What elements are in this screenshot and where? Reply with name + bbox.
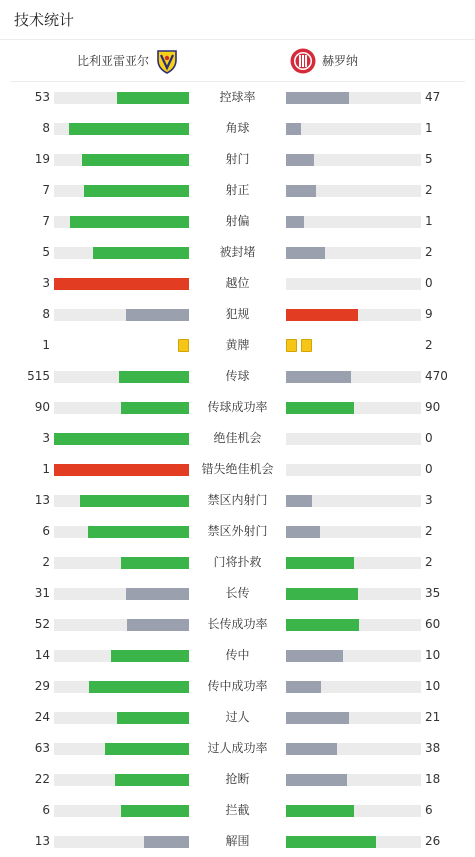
- stat-row: [0, 609, 475, 640]
- away-bar: [286, 309, 421, 321]
- home-bar: [54, 123, 189, 135]
- away-team[interactable]: [290, 40, 358, 81]
- home-value: 53: [34, 90, 50, 104]
- away-bar-fill: [286, 681, 321, 693]
- villarreal-crest-icon: [154, 48, 180, 74]
- home-bar: [54, 92, 189, 104]
- stat-label: 控球率: [219, 90, 256, 104]
- away-value: 2: [425, 245, 433, 259]
- stat-label: 解围: [225, 834, 250, 848]
- home-bar-fill: [89, 681, 189, 693]
- home-bar: [54, 371, 189, 383]
- away-value: 6: [425, 803, 433, 817]
- home-bar-fill: [105, 743, 189, 755]
- home-bar-fill: [126, 309, 189, 321]
- home-bar: [54, 278, 189, 290]
- away-value: 38: [425, 741, 441, 755]
- stat-row: [0, 175, 475, 206]
- stat-row: [0, 268, 475, 299]
- home-team[interactable]: [77, 40, 180, 81]
- home-bar: [54, 402, 189, 414]
- home-value: 1: [42, 338, 50, 352]
- home-bar-fill: [54, 278, 189, 290]
- home-bar-fill: [127, 619, 189, 631]
- home-value: 5: [42, 245, 50, 259]
- away-value: 2: [425, 183, 433, 197]
- away-value: 10: [425, 679, 441, 693]
- stat-label: 长传成功率: [207, 617, 268, 631]
- away-bar: [286, 123, 421, 135]
- away-value: 18: [425, 772, 441, 786]
- page-title: 技术统计: [14, 11, 75, 29]
- away-bar: [286, 588, 421, 600]
- home-value: 8: [42, 307, 50, 321]
- away-value: 0: [425, 462, 433, 476]
- away-bar-fill: [286, 154, 314, 166]
- yellow-card-icon: [301, 339, 312, 352]
- home-bar-fill: [115, 774, 189, 786]
- home-bar: [54, 154, 189, 166]
- home-bar-fill: [111, 650, 189, 662]
- home-bar: [54, 464, 189, 476]
- home-value: 52: [34, 617, 50, 631]
- stat-row: [0, 392, 475, 423]
- stat-label: 禁区外射门: [207, 524, 268, 538]
- home-value: 63: [34, 741, 50, 755]
- stat-label: 角球: [225, 121, 250, 135]
- home-bar: [54, 650, 189, 662]
- home-value: 13: [34, 834, 50, 848]
- away-value: 470: [425, 369, 448, 383]
- home-value: 24: [34, 710, 50, 724]
- stat-row: [0, 454, 475, 485]
- stat-label: 黄牌: [225, 338, 250, 352]
- home-team-name: 比利亚雷亚尔: [76, 54, 149, 68]
- stat-row: [0, 206, 475, 237]
- home-bar: [54, 588, 189, 600]
- away-value: 26: [425, 834, 441, 848]
- away-value: 1: [425, 121, 433, 135]
- home-bar: [54, 619, 189, 631]
- away-bar-fill: [286, 588, 358, 600]
- home-bar-fill: [54, 464, 189, 476]
- away-value: 21: [425, 710, 441, 724]
- stat-label: 过人: [225, 710, 250, 724]
- home-bar: [54, 681, 189, 693]
- home-value: 515: [27, 369, 50, 383]
- home-bar: [54, 309, 189, 321]
- stat-label: 犯规: [225, 307, 250, 321]
- home-value: 13: [34, 493, 50, 507]
- away-value: 35: [425, 586, 441, 600]
- home-bar: [54, 712, 189, 724]
- home-value: 22: [34, 772, 50, 786]
- stat-label: 传球成功率: [207, 400, 268, 414]
- home-bar: [54, 774, 189, 786]
- stat-row: [0, 764, 475, 795]
- stat-row: [0, 237, 475, 268]
- away-bar-fill: [286, 402, 354, 414]
- stat-label: 长传: [225, 586, 250, 600]
- home-value: 3: [42, 276, 50, 290]
- away-bar-fill: [286, 185, 316, 197]
- home-bar-fill: [119, 371, 189, 383]
- yellow-card-icon: [178, 339, 189, 352]
- stat-label: 射门: [225, 152, 250, 166]
- home-bar-fill: [144, 836, 189, 848]
- stat-row: [0, 330, 475, 361]
- away-bar-fill: [286, 557, 354, 569]
- away-bar: [286, 805, 421, 817]
- stats-list: [0, 82, 475, 857]
- home-bar-fill: [117, 92, 189, 104]
- stat-row: [0, 113, 475, 144]
- home-value: 29: [34, 679, 50, 693]
- stat-row: [0, 795, 475, 826]
- home-value: 8: [42, 121, 50, 135]
- stat-row: [0, 640, 475, 671]
- home-value: 19: [34, 152, 50, 166]
- away-bar-fill: [286, 774, 347, 786]
- stat-label: 传中成功率: [207, 679, 268, 693]
- away-bar-fill: [286, 650, 343, 662]
- stat-row: [0, 733, 475, 764]
- away-bar: [286, 402, 421, 414]
- home-value: 3: [42, 431, 50, 445]
- stat-label: 抢断: [225, 772, 250, 786]
- stats-header: [0, 0, 475, 40]
- home-value: 7: [42, 183, 50, 197]
- stat-row: [0, 516, 475, 547]
- home-bar: [54, 836, 189, 848]
- away-bar: [286, 154, 421, 166]
- stat-row: [0, 702, 475, 733]
- away-bar: [286, 650, 421, 662]
- home-bar-fill: [93, 247, 189, 259]
- home-bar: [54, 743, 189, 755]
- home-bar-fill: [84, 185, 189, 197]
- away-value: 60: [425, 617, 441, 631]
- home-value: 14: [34, 648, 50, 662]
- away-bar-fill: [286, 247, 325, 259]
- stat-row: [0, 826, 475, 857]
- home-bar-fill: [69, 123, 189, 135]
- stat-label: 被封堵: [219, 245, 256, 259]
- stat-label: 射偏: [225, 214, 250, 228]
- stat-label: 传中: [225, 648, 250, 662]
- home-bar-fill: [80, 495, 189, 507]
- away-value: 10: [425, 648, 441, 662]
- stat-label: 越位: [225, 276, 250, 290]
- away-team-name: 赫罗纳: [322, 54, 359, 68]
- away-bar: [286, 774, 421, 786]
- girona-crest-icon: [290, 48, 316, 74]
- away-bar: [286, 557, 421, 569]
- away-bar: [286, 743, 421, 755]
- away-bar-fill: [286, 92, 349, 104]
- stat-row: [0, 361, 475, 392]
- stat-row: [0, 423, 475, 454]
- home-value: 2: [42, 555, 50, 569]
- stat-row: [0, 578, 475, 609]
- stat-label: 传球: [225, 369, 250, 383]
- stat-label: 射正: [225, 183, 250, 197]
- away-bar: [286, 464, 421, 476]
- home-bar: [54, 247, 189, 259]
- away-bar-fill: [286, 805, 354, 817]
- away-bar: [286, 247, 421, 259]
- away-bar-fill: [286, 743, 337, 755]
- stat-label: 错失绝佳机会: [201, 462, 274, 476]
- home-bar-fill: [54, 433, 189, 445]
- home-bar: [54, 185, 189, 197]
- home-cards: [178, 339, 189, 352]
- home-bar: [54, 216, 189, 228]
- stat-row: [0, 671, 475, 702]
- stat-row: [0, 485, 475, 516]
- home-bar-fill: [121, 402, 189, 414]
- away-bar-fill: [286, 712, 349, 724]
- home-bar: [54, 805, 189, 817]
- away-value: 3: [425, 493, 433, 507]
- stat-row: [0, 547, 475, 578]
- away-bar: [286, 371, 421, 383]
- home-value: 6: [42, 803, 50, 817]
- home-bar-fill: [121, 805, 189, 817]
- away-bar: [286, 278, 421, 290]
- stat-label: 绝佳机会: [213, 431, 262, 445]
- stat-label: 拦截: [225, 803, 250, 817]
- away-value: 2: [425, 524, 433, 538]
- home-bar: [54, 495, 189, 507]
- away-value: 5: [425, 152, 433, 166]
- stat-label: 门将扑救: [213, 555, 262, 569]
- yellow-card-icon: [286, 339, 297, 352]
- home-bar-fill: [88, 526, 189, 538]
- home-bar: [54, 557, 189, 569]
- teams-row: [10, 40, 465, 82]
- away-value: 90: [425, 400, 441, 414]
- away-bar: [286, 185, 421, 197]
- away-bar: [286, 619, 421, 631]
- home-bar: [54, 526, 189, 538]
- away-bar-fill: [286, 836, 376, 848]
- away-bar-fill: [286, 309, 358, 321]
- away-bar: [286, 495, 421, 507]
- away-bar-fill: [286, 526, 320, 538]
- home-value: 7: [42, 214, 50, 228]
- away-bar-fill: [286, 619, 359, 631]
- away-bar-fill: [286, 216, 304, 228]
- away-bar: [286, 433, 421, 445]
- stat-row: [0, 144, 475, 175]
- home-bar-fill: [82, 154, 189, 166]
- stat-label: 禁区内射门: [207, 493, 268, 507]
- away-bar: [286, 712, 421, 724]
- away-value: 2: [425, 338, 433, 352]
- away-value: 9: [425, 307, 433, 321]
- away-cards: [286, 339, 312, 352]
- home-value: 6: [42, 524, 50, 538]
- away-bar: [286, 836, 421, 848]
- home-value: 90: [34, 400, 50, 414]
- stat-row: [0, 299, 475, 330]
- away-bar: [286, 216, 421, 228]
- home-bar: [54, 433, 189, 445]
- away-bar-fill: [286, 123, 301, 135]
- away-bar: [286, 681, 421, 693]
- away-bar: [286, 92, 421, 104]
- away-bar: [286, 526, 421, 538]
- away-bar-fill: [286, 495, 312, 507]
- home-value: 1: [42, 462, 50, 476]
- away-bar-fill: [286, 371, 351, 383]
- home-bar-fill: [117, 712, 189, 724]
- stat-row: [0, 82, 475, 113]
- stat-label: 过人成功率: [207, 741, 268, 755]
- away-value: 0: [425, 431, 433, 445]
- home-bar-fill: [126, 588, 189, 600]
- home-value: 31: [34, 586, 50, 600]
- home-bar-fill: [70, 216, 189, 228]
- away-value: 47: [425, 90, 441, 104]
- home-bar-fill: [121, 557, 189, 569]
- away-value: 2: [425, 555, 433, 569]
- away-value: 0: [425, 276, 433, 290]
- away-value: 1: [425, 214, 433, 228]
